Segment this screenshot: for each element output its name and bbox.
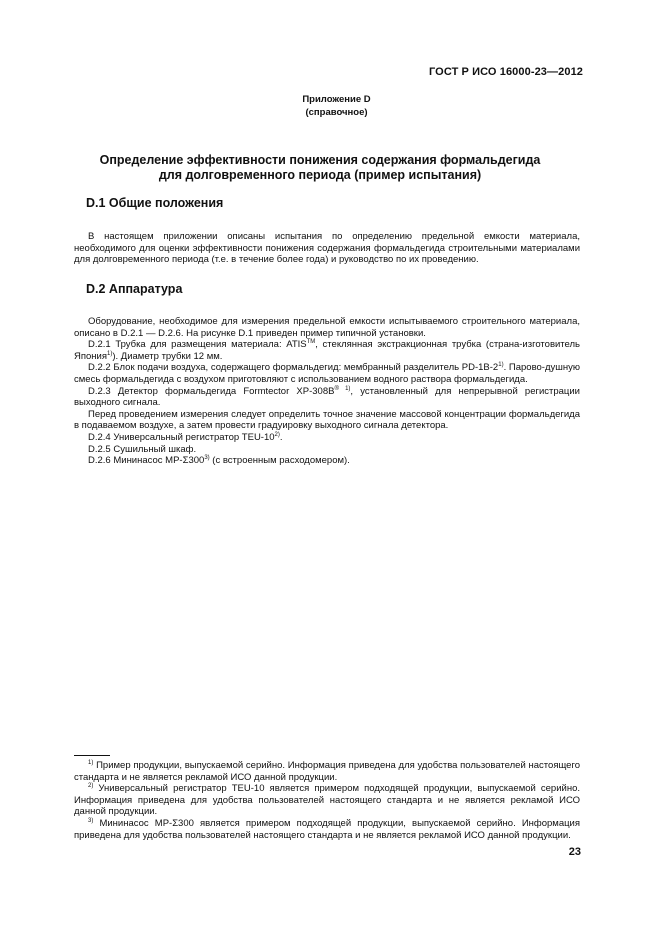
- footnote-2: $^{2)}$ Универсальный регистратор TEU-10 является примером подходящей продукции, выпускаемой серийно. Информация приведена для удобства пользователей настоящего стандарта и не является рекламой ИСО данной продукции.: [74, 783, 580, 818]
- trademark-mark: TM: [306, 339, 316, 346]
- standard-designation: ГОСТ Р ИСО 16000-23—2012: [428, 66, 583, 78]
- page-title-line-2: для долговременного периода (пример испытания): [158, 168, 482, 182]
- section-heading-d2: D.2 Аппаратура: [86, 282, 183, 296]
- footnote-ref: 3): [204, 455, 210, 462]
- page-title-line-1: Определение эффективности понижения содержания формальдегида: [99, 153, 541, 167]
- annex-title: Приложение D: [302, 94, 371, 105]
- footnote-ref: ® 1): [334, 385, 351, 392]
- annex-subtitle: (справочное): [305, 107, 368, 118]
- footnote-1: $^{1)}$ Пример продукции, выпускаемой серийно. Информация приведена для удобства пользователей настоящего стандарта и не является рекламой ИСО данной продукции.: [74, 760, 580, 783]
- clause-d21: D.2.1 Трубка для размещения материала: ATIS™, стеклянная экстракционная трубка (страна-изготовитель Япония$^{1)}$). Диаметр трубки 12 мм.: [74, 339, 581, 362]
- section-d1-body: [74, 231, 580, 266]
- clause-d25: D.2.5 Сушильный шкаф.: [88, 443, 197, 455]
- clause-d23-note: Перед проведением измерения следует определить точное значение массовой концентрации формальдегида в подаваемом воздухе, а затем провести градуировку выходного сигнала детектора.: [74, 408, 580, 432]
- section-heading-d1: D.1 Общие положения: [86, 196, 224, 210]
- section-d1-paragraph: В настоящем приложении описаны испытания по определению предельной емкости материала, необходимого для оценки эффективности понижения содержания формальдегида строительными материалами для долговременного периода (т.е. в течение более года) и руководство по их проведению.: [74, 231, 580, 266]
- clause-d22: D.2.2 Блок подачи воздуха, содержащего формальдегид: мембранный разделитель PD-1B-2$^{1)}$. Парово-душную смесь формальдегида с воздухом приготовляют с использованием водного раствора формальдегида.: [74, 362, 580, 385]
- page-title: [60, 153, 580, 183]
- page-number: 23: [568, 846, 581, 858]
- clause-d23: D.2.3 Детектор формальдегида Formtector $XP-308B^{® 1)}$, установленный для непрерывной регистрации выходного сигнала.: [74, 385, 580, 409]
- footnote-ref: 1): [498, 362, 504, 369]
- clause-d24: D.2.4 Универсальный регистратор TEU-10$^{2)}$.: [88, 431, 283, 443]
- section-d2-intro: Оборудование, необходимое для измерения предельной емкости испытываемого строительного материала, описано в D.2.1 — D.2.6. На рисунке D.1 приведен пример типичной установки.: [74, 316, 580, 339]
- footnote-divider: [74, 755, 110, 756]
- footnote-ref: 2): [274, 431, 280, 438]
- annex-label: [0, 93, 661, 119]
- clause-d26: D.2.6 Мининасос MP-Σ300$^{3)}$ (с встроенным расходомером).: [88, 455, 350, 467]
- footnote-3: $^{3)}$ Мининасос MP-Σ300 является примером подходящей продукции, выпускаемой серийно. Информация приведена для удобства пользователей настоящего стандарта и не является рекламой ИСО данной продукции.: [74, 817, 580, 841]
- section-d2-body: [74, 316, 580, 467]
- footnotes: [74, 760, 580, 841]
- footnote-ref: 1): [107, 350, 113, 357]
